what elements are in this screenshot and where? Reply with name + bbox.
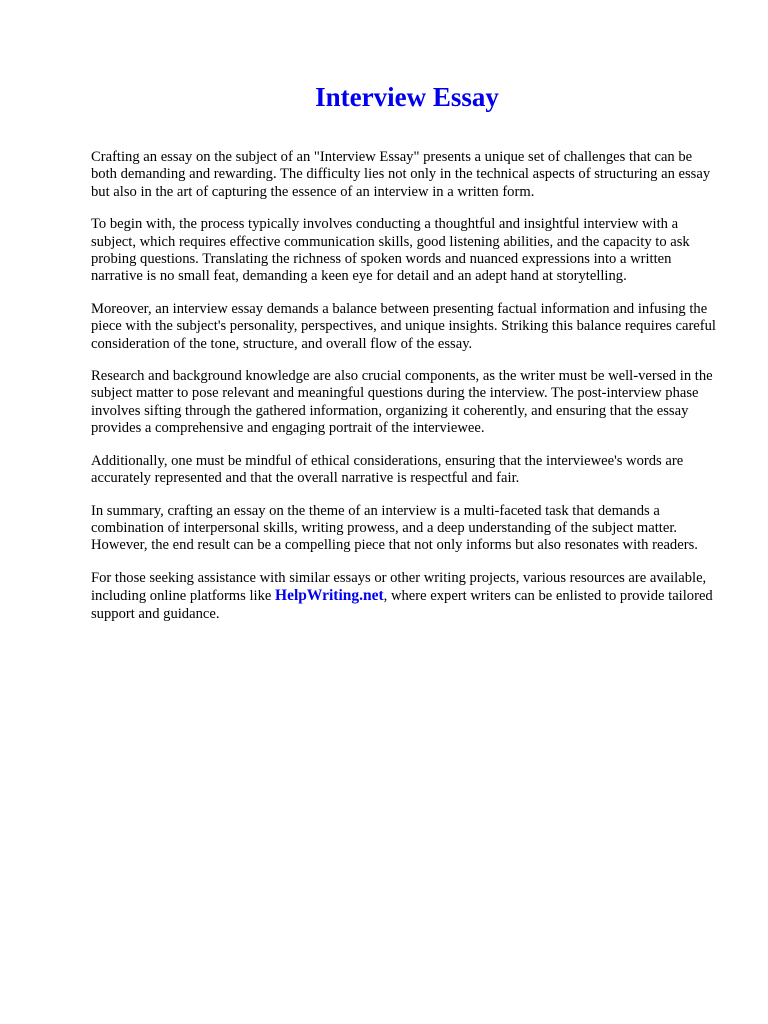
paragraph-closing (91, 570, 721, 623)
page-title: Interview Essay (315, 82, 499, 112)
paragraph-summary: In summary, crafting an essay on the theme of an interview is a multi-faceted task that demands a combination of interpersonal skills, writing prowess, and a deep understanding of the subject matter. However, the end result can be a compelling piece that not only informs but also resonates with readers. (91, 502, 698, 554)
document-page (91, 78, 721, 638)
paragraph-process: To begin with, the process typically involves conducting a thoughtful and insightful interview with a subject, which requires effective communication skills, good listening abilities, and the capacity to ask probing questions. Translating the richness of spoken words and nuanced expressions into a written narrative is no small feat, demanding a keen eye for detail and an adept hand at storytelling. (91, 216, 690, 285)
paragraph-ethics: Additionally, one must be mindful of ethical considerations, ensuring that the interviewee's words are accurately represented and that the overall narrative is respectful and fair. (91, 452, 684, 487)
closing-text-before: For those seeking assistance with similar essays or other writing projects, various resources are available, including online platforms like (91, 569, 707, 605)
helpwriting-link[interactable]: HelpWriting.net (275, 587, 384, 605)
closing-text-after: , where expert writers can be enlisted to provide tailored support and guidance. (91, 588, 713, 622)
paragraph-balance: Moreover, an interview essay demands a balance between presenting factual information and infusing the piece with the subject's personality, perspectives, and unique insights. Striking this balance requires careful consideration of the tone, structure, and overall flow of the essay. (91, 300, 716, 352)
paragraph-research: Research and background knowledge are also crucial components, as the writer must be well-versed in the subject matter to pose relevant and meaningful questions during the interview. The post-interview phase involves sifting through the gathered information, organizing it coherently, and ensuring that the essay provides a comprehensive and engaging portrait of the interviewee. (91, 368, 713, 437)
paragraph-intro: Crafting an essay on the subject of an "Interview Essay" presents a unique set of challenges that can be both demanding and rewarding. The difficulty lies not only in the technical aspects of structuring an essay but also in the art of capturing the essence of an interview in a written form. (91, 149, 711, 200)
